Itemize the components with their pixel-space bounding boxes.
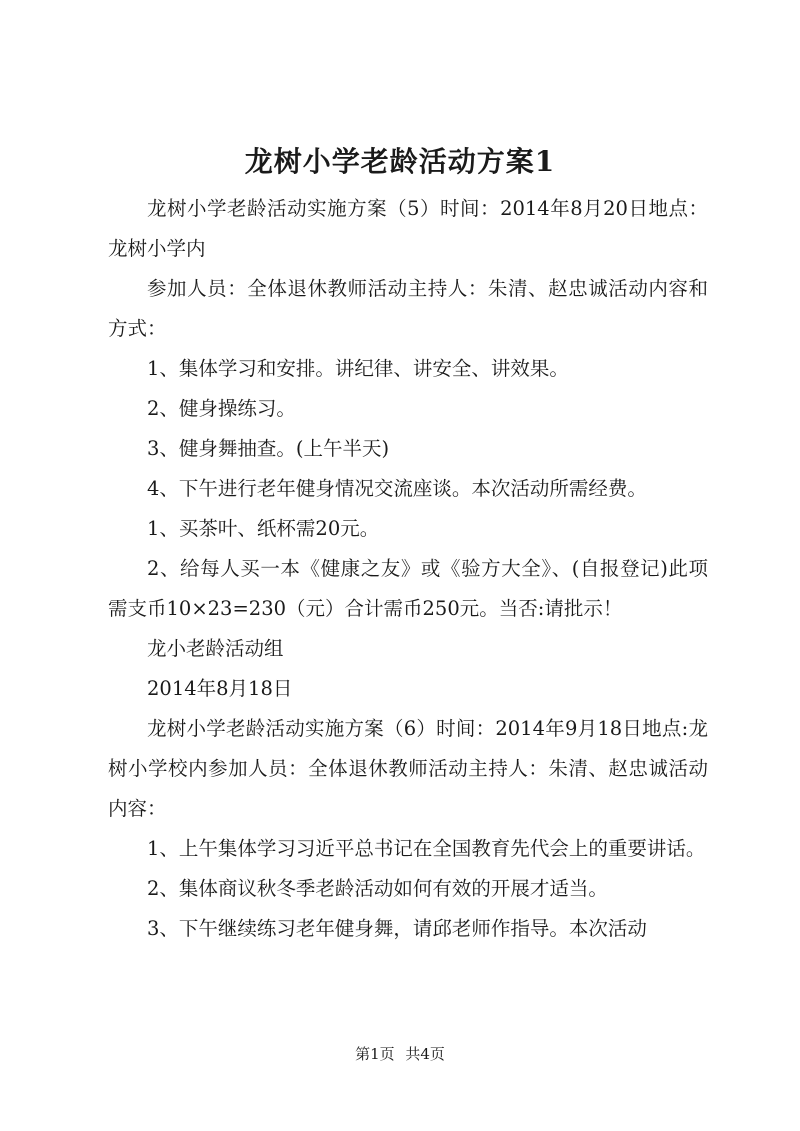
paragraph: 龙树小学老龄活动实施方案（6）时间：2014年9月18日地点:龙树小学校内参加人员：全体退休教师活动主持人：朱清、赵忠诚活动内容： [108,717,708,820]
paragraph: 2、健身操练习。 [147,397,296,420]
signature-date: 2014年8月18日 [147,677,293,700]
signature-org: 龙小老龄活动组 [147,637,284,660]
document-title: 龙树小学老龄活动方案1 [244,145,556,178]
page-footer [0,1043,800,1065]
page-number: 第1页 [355,1045,395,1063]
paragraph: 龙树小学老龄活动实施方案（5）时间：2014年8月20日地点：龙树小学内 [108,197,708,260]
page-total: 共4页 [405,1045,445,1063]
paragraph: 1、买茶叶、纸杯需20元。 [147,517,380,540]
paragraph: 1、上午集体学习习近平总书记在全国教育先代会上的重要讲话。 [147,837,706,860]
document-body [108,189,708,949]
paragraph: 参加人员：全体退休教师活动主持人：朱清、赵忠诚活动内容和方式： [108,277,708,340]
paragraph: 1、集体学习和安排。讲纪律、讲安全、讲效果。 [147,357,569,380]
paragraph: 2、给每人买一本《健康之友》或《验方大全》、(自报登记)此项需支币10×23=230（元）合计需币250元。当否:请批示！ [108,557,708,620]
paragraph: 3、健身舞抽查。(上午半天) [147,437,390,460]
paragraph: 3、下午继续练习老年健身舞，请邱老师作指导。本次活动 [147,917,647,940]
paragraph: 2、集体商议秋冬季老龄活动如何有效的开展才适当。 [147,877,608,900]
paragraph: 4、下午进行老年健身情况交流座谈。本次活动所需经费。 [147,477,647,500]
